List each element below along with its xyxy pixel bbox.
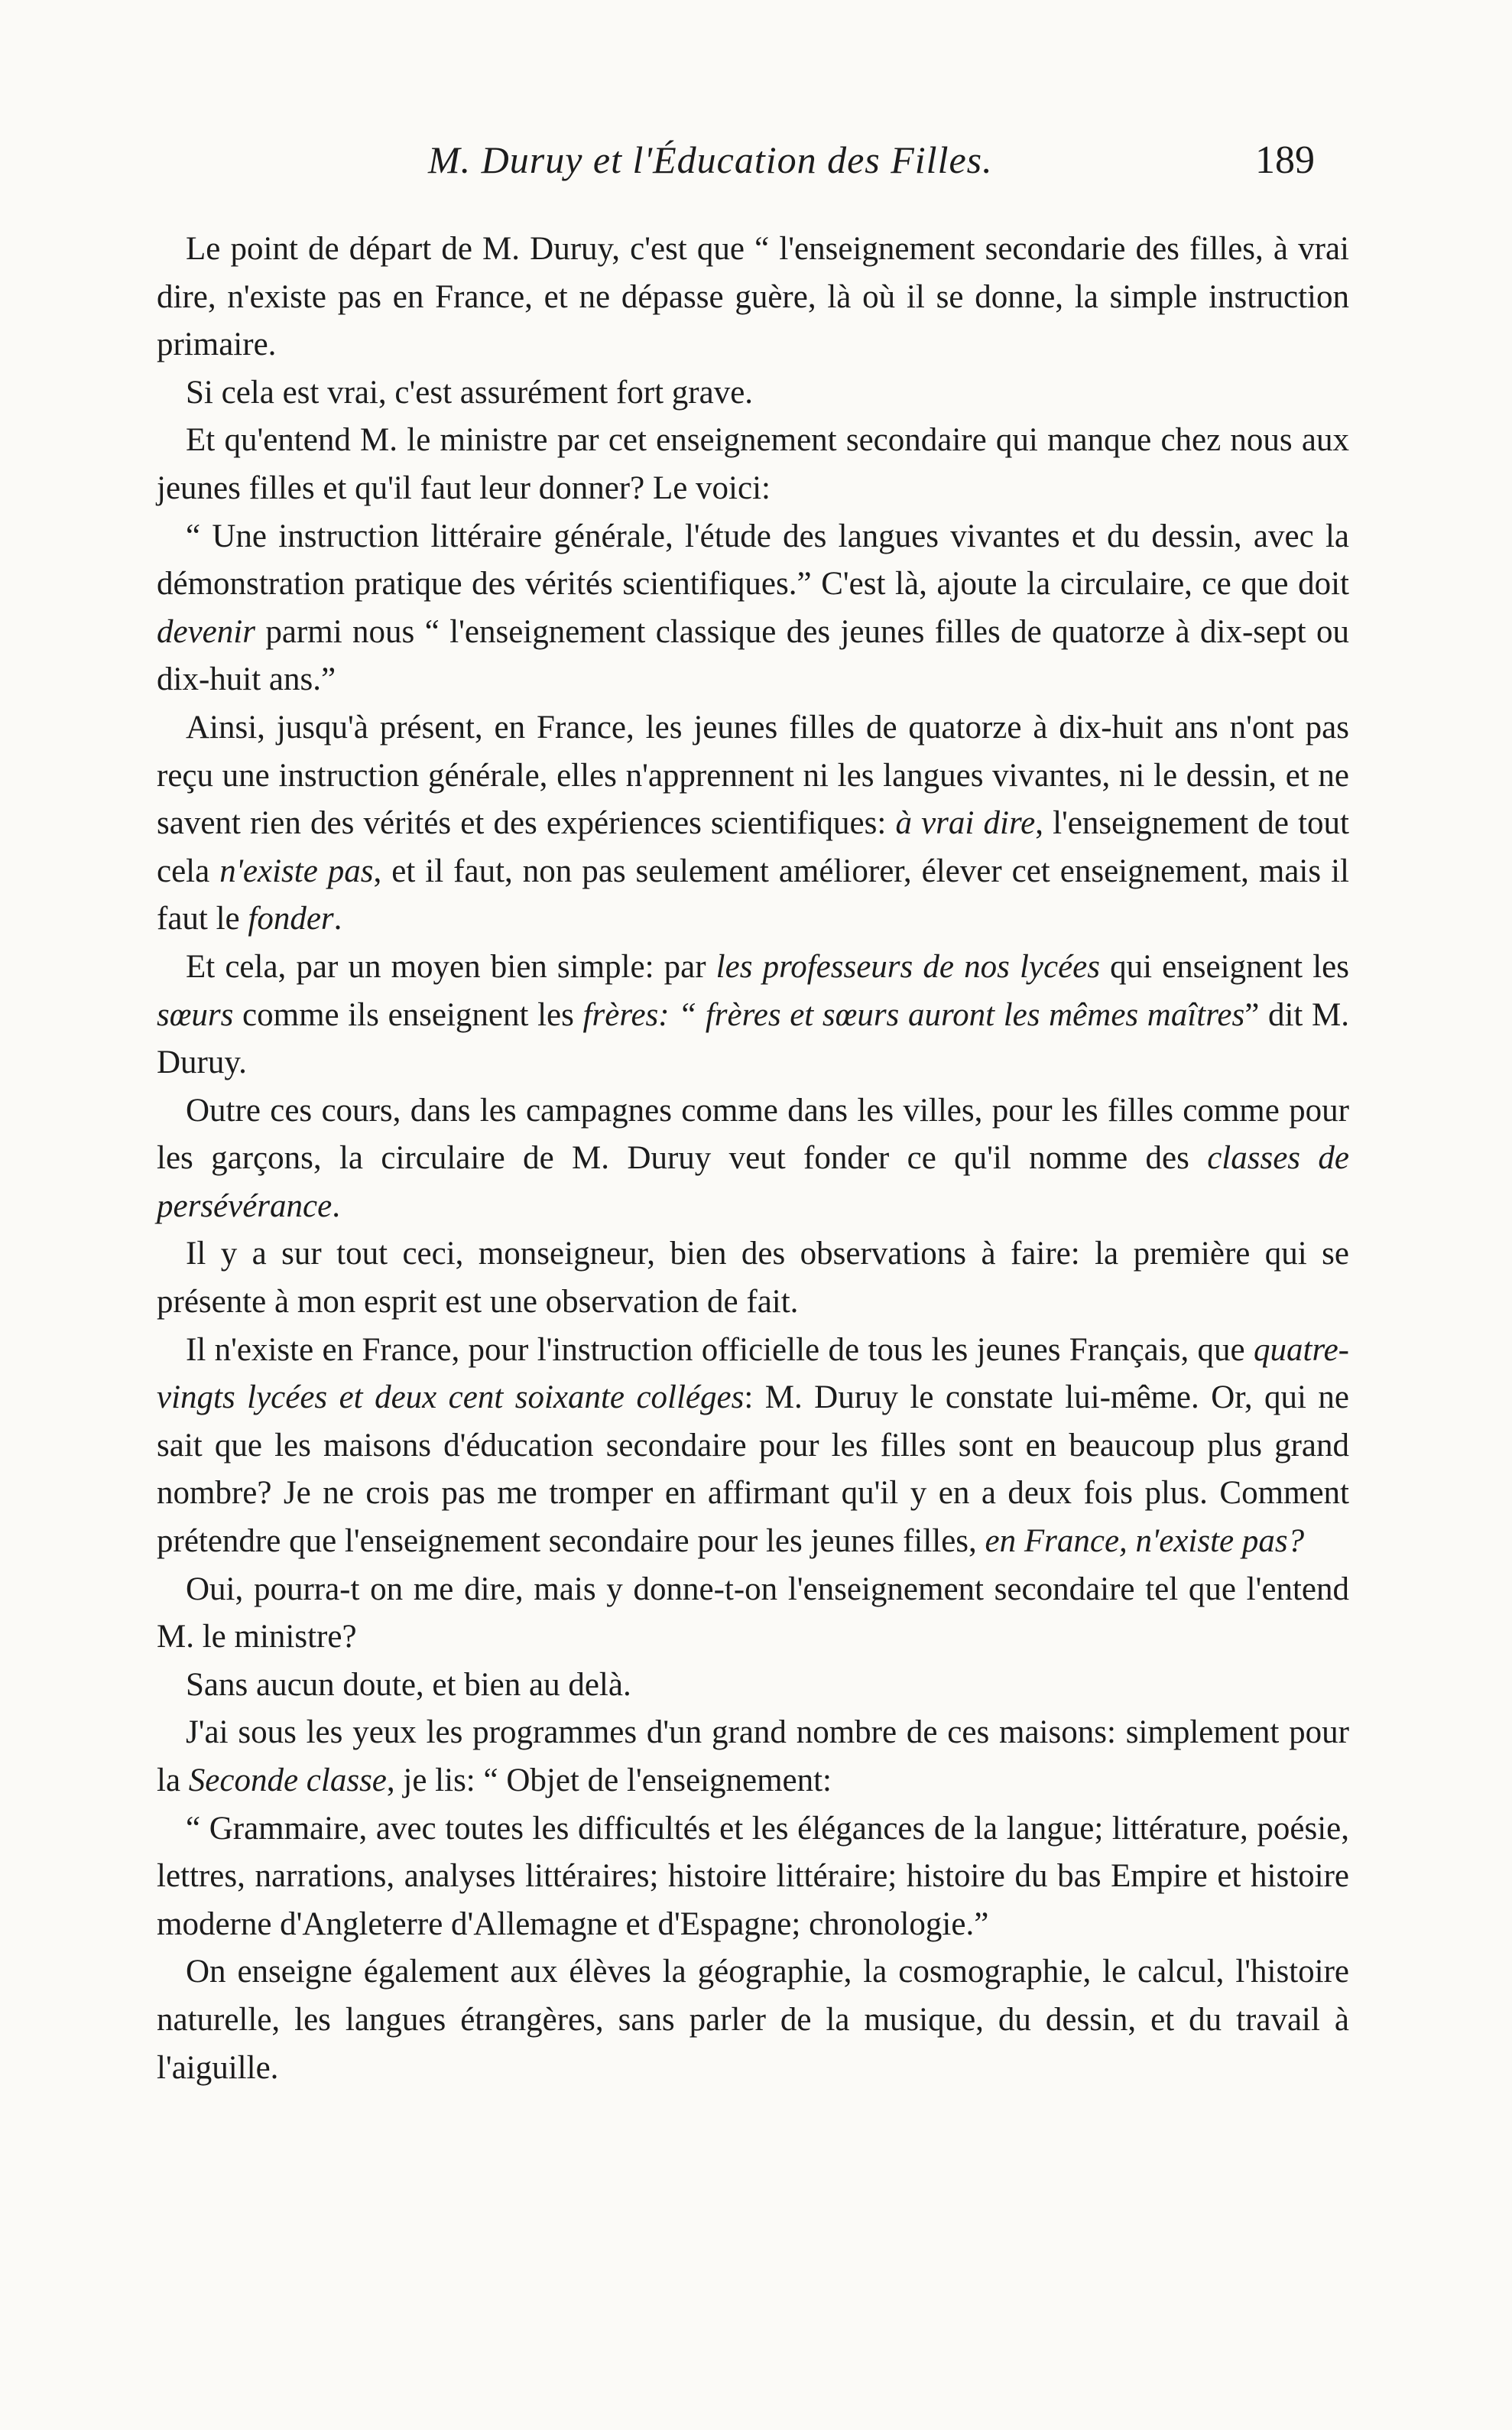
- text-run: On enseigne également aux élèves la géographie, la cosmographie, le calcul, l'histoire naturelle, les langues étrangères, sans parler de la musique, du dessin, et du travail à l'aiguille.: [157, 1954, 1349, 2086]
- paragraph: [157, 1709, 1349, 1805]
- paragraph: [157, 513, 1349, 704]
- text-run: “ Grammaire, avec toutes les difficultés et les élégances de la langue; littérature, poésie, lettres, narrations, analyses littéraires; histoire littéraire; histoire du bas Empire et histoire moderne d'Angleterre d'Allemagne et d'Espagne; chronologie.”: [157, 1810, 1349, 1942]
- paragraph: [157, 417, 1349, 512]
- text-run: Outre ces cours, dans les campagnes comme dans les villes, pour les filles comme pour les garçons, la circulaire de M. Duruy veut fonder ce qu'il nomme des: [157, 1092, 1349, 1177]
- text-run: ” dit M. Duruy.: [157, 996, 1349, 1081]
- italic-run: classes de persévérance: [157, 1140, 1349, 1224]
- text-run: parmi nous “ l'enseignement classique des jeunes filles de quatorze à dix-sept ou dix-huit ans.”: [157, 613, 1349, 698]
- paragraph: [157, 1566, 1349, 1662]
- text-run: comme ils enseignent les: [233, 996, 583, 1033]
- italic-run: quatre-vingts lycées et deux cent soixante colléges: [157, 1331, 1349, 1416]
- text-run: “ Une instruction littéraire générale, l'étude des langues vivantes et du dessin, avec la démonstration pratique des vérités scientifiques.” C'est là, ajoute la circulaire, ce que doit: [157, 518, 1349, 603]
- text-run: Il y a sur tout ceci, monseigneur, bien des observations à faire: la première qui se présente à mon esprit est une observation de fait.: [157, 1236, 1349, 1321]
- paragraph: [157, 1662, 1349, 1710]
- italic-run: frères: “ frères et sœurs auront les mêmes maîtres: [582, 996, 1245, 1033]
- paragraph: [157, 369, 1349, 417]
- paragraph: [157, 1805, 1349, 1949]
- running-title: M. Duruy et l'Éducation des Filles.: [428, 138, 993, 181]
- paragraph: [157, 1087, 1349, 1231]
- text-run: Si cela est vrai, c'est assurément fort grave.: [186, 374, 754, 411]
- text-run: , et il faut, non pas seulement améliorer, élever cet enseignement, mais il faut le: [157, 853, 1349, 937]
- text-run: qui enseignent les: [1099, 948, 1349, 985]
- text-run: : M. Duruy le constate lui-même. Or, qui ne sait que les maisons d'éducation secondaire pour les filles sont en beaucoup plus grand nombre? Je ne crois pas me tromper en affirmant qu'il y en a deux fois plus. Comment prétendre que l'enseignement secondaire pour les jeunes filles,: [157, 1379, 1349, 1560]
- text-run: Oui, pourra-t on me dire, mais y donne-t-on l'enseignement secondaire tel que l'entend M. le ministre?: [157, 1571, 1349, 1655]
- text-run: J'ai sous les yeux les programmes d'un grand nombre de ces maisons: simplement pour la: [157, 1714, 1349, 1798]
- paragraph: [157, 704, 1349, 944]
- text-run: Il n'existe en France, pour l'instruction officielle de tous les jeunes Français, que: [186, 1331, 1254, 1368]
- italic-run: à vrai dire: [895, 805, 1036, 842]
- text-run: .: [332, 1187, 340, 1224]
- italic-run: en France, n'existe pas?: [985, 1523, 1305, 1560]
- paragraph: [157, 1948, 1349, 2092]
- text-run: Ainsi, jusqu'à présent, en France, les jeunes filles de quatorze à dix-huit ans n'ont pas reçu une instruction générale, elles n'apprennent ni les langues vivantes, ni le dessin, et ne savent rien des vérités et des expériences scientifiques:: [157, 709, 1349, 842]
- italic-run: devenir: [157, 613, 255, 650]
- italic-run: n'existe pas: [219, 853, 374, 889]
- text-run: , l'enseignement de tout cela: [157, 805, 1349, 889]
- text-run: Le point de départ de M. Duruy, c'est que “ l'enseignement secondarie des filles, à vrai dire, n'existe pas en France, et ne dépasse guère, là où il se donne, la simple instruction primaire.: [157, 231, 1349, 363]
- italic-run: sœurs: [157, 996, 234, 1033]
- page-body: [157, 226, 1349, 2092]
- paragraph: [157, 1327, 1349, 1566]
- text-run: Et cela, par un moyen bien simple: par: [186, 948, 716, 985]
- text-run: Et qu'entend M. le ministre par cet enseignement secondaire qui manque chez nous aux jeunes filles et qu'il faut leur donner? Le voici:: [157, 422, 1349, 506]
- italic-run: Seconde classe: [188, 1762, 387, 1798]
- italic-run: les professeurs de nos lycées: [715, 948, 1100, 985]
- italic-run: fonder: [248, 901, 334, 937]
- page-number: 189: [1255, 138, 1315, 182]
- running-header: [428, 138, 1315, 199]
- text-run: , je lis: “ Objet de l'enseignement:: [386, 1762, 832, 1798]
- text-run: Sans aucun doute, et bien au delà.: [186, 1666, 631, 1703]
- paragraph: [157, 1230, 1349, 1326]
- paragraph: [157, 944, 1349, 1087]
- text-run: .: [333, 901, 342, 937]
- paragraph: [157, 226, 1349, 369]
